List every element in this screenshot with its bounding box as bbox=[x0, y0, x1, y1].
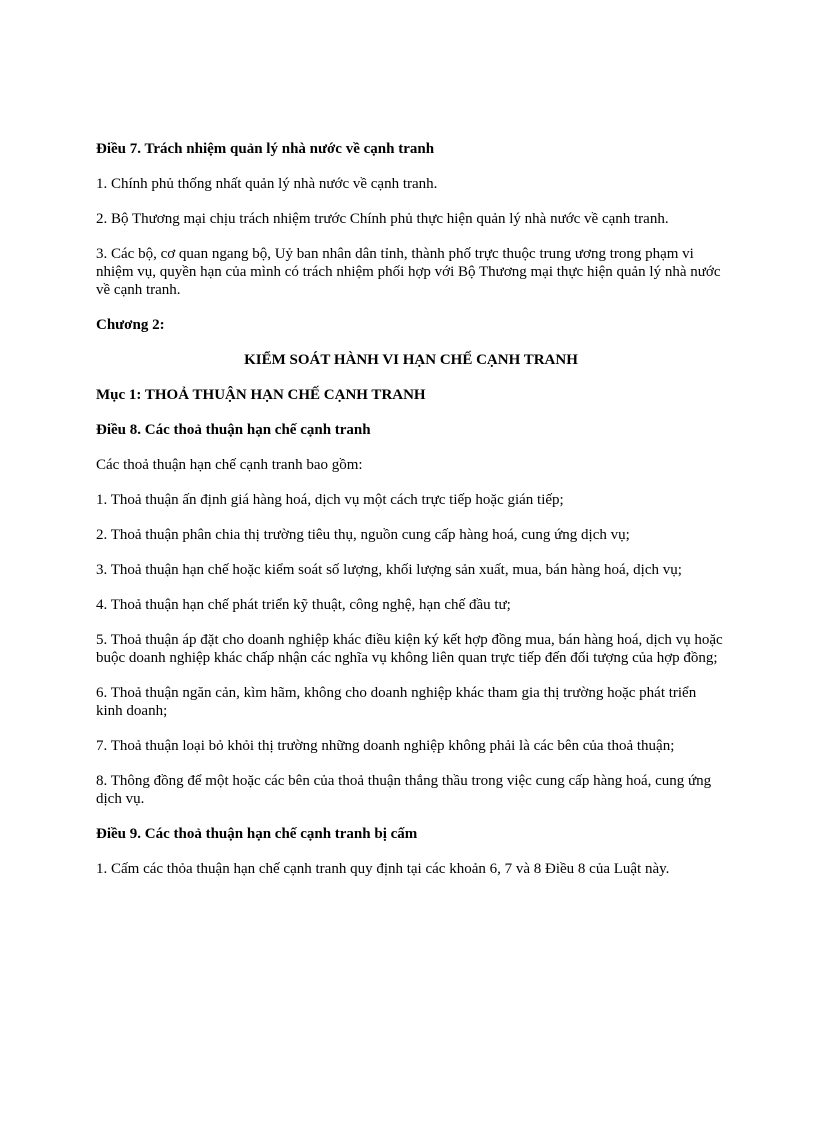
article-9-heading: Điều 9. Các thoả thuận hạn chế cạnh tranh bị cấm bbox=[96, 826, 418, 842]
article-8-item-3: 3. Thoả thuận hạn chế hoặc kiểm soát số lượng, khối lượng sản xuất, mua, bán hàng hoá, dịch vụ; bbox=[96, 562, 682, 578]
article-8-item-7: 7. Thoả thuận loại bỏ khỏi thị trường những doanh nghiệp không phải là các bên của thoả thuận; bbox=[96, 738, 675, 754]
article-8-item-2: 2. Thoả thuận phân chia thị trường tiêu thụ, nguồn cung cấp hàng hoá, cung ứng dịch vụ; bbox=[96, 527, 630, 543]
chapter-2-title: KIỂM SOÁT HÀNH VI HẠN CHẾ CẠNH TRANH bbox=[244, 352, 578, 368]
article-8-item-6: 6. Thoả thuận ngăn cản, kìm hãm, không cho doanh nghiệp khác tham gia thị trường hoặc phát triển kinh doanh; bbox=[96, 685, 697, 719]
article-7-heading: Điều 7. Trách nhiệm quản lý nhà nước về cạnh tranh bbox=[96, 141, 435, 157]
article-8-item-4: 4. Thoả thuận hạn chế phát triển kỹ thuật, công nghệ, hạn chế đầu tư; bbox=[96, 597, 511, 613]
article-8-intro: Các thoả thuận hạn chế cạnh tranh bao gồm: bbox=[96, 457, 363, 473]
article-9-item-1: 1. Cấm các thỏa thuận hạn chế cạnh tranh quy định tại các khoản 6, 7 và 8 Điều 8 của Luật này. bbox=[96, 861, 670, 877]
article-7-item-1: 1. Chính phủ thống nhất quản lý nhà nước về cạnh tranh. bbox=[96, 176, 438, 192]
article-7-item-3: 3. Các bộ, cơ quan ngang bộ, Uỷ ban nhân dân tỉnh, thành phố trực thuộc trung ương trong phạm vi nhiệm vụ, quyền hạn của mình có trách nhiệm phối hợp với Bộ Thương mại thực hiện quản lý nhà nước về cạnh tranh. bbox=[96, 246, 721, 298]
section-1-heading: Mục 1: THOẢ THUẬN HẠN CHẾ CẠNH TRANH bbox=[96, 387, 426, 403]
document-page bbox=[96, 140, 726, 895]
chapter-2-label: Chương 2: bbox=[96, 317, 165, 333]
article-8-heading: Điều 8. Các thoả thuận hạn chế cạnh tranh bbox=[96, 422, 371, 438]
article-8-item-5: 5. Thoả thuận áp đặt cho doanh nghiệp khác điều kiện ký kết hợp đồng mua, bán hàng hoá, dịch vụ hoặc buộc doanh nghiệp khác chấp nhận các nghĩa vụ không liên quan trực tiếp đến đối tượng của hợp đồng; bbox=[96, 632, 723, 666]
article-8-item-8: 8. Thông đồng để một hoặc các bên của thoả thuận thắng thầu trong việc cung cấp hàng hoá, cung ứng dịch vụ. bbox=[96, 773, 712, 807]
article-7-item-2: 2. Bộ Thương mại chịu trách nhiệm trước Chính phủ thực hiện quản lý nhà nước về cạnh tranh. bbox=[96, 211, 669, 227]
article-8-item-1: 1. Thoả thuận ấn định giá hàng hoá, dịch vụ một cách trực tiếp hoặc gián tiếp; bbox=[96, 492, 564, 508]
